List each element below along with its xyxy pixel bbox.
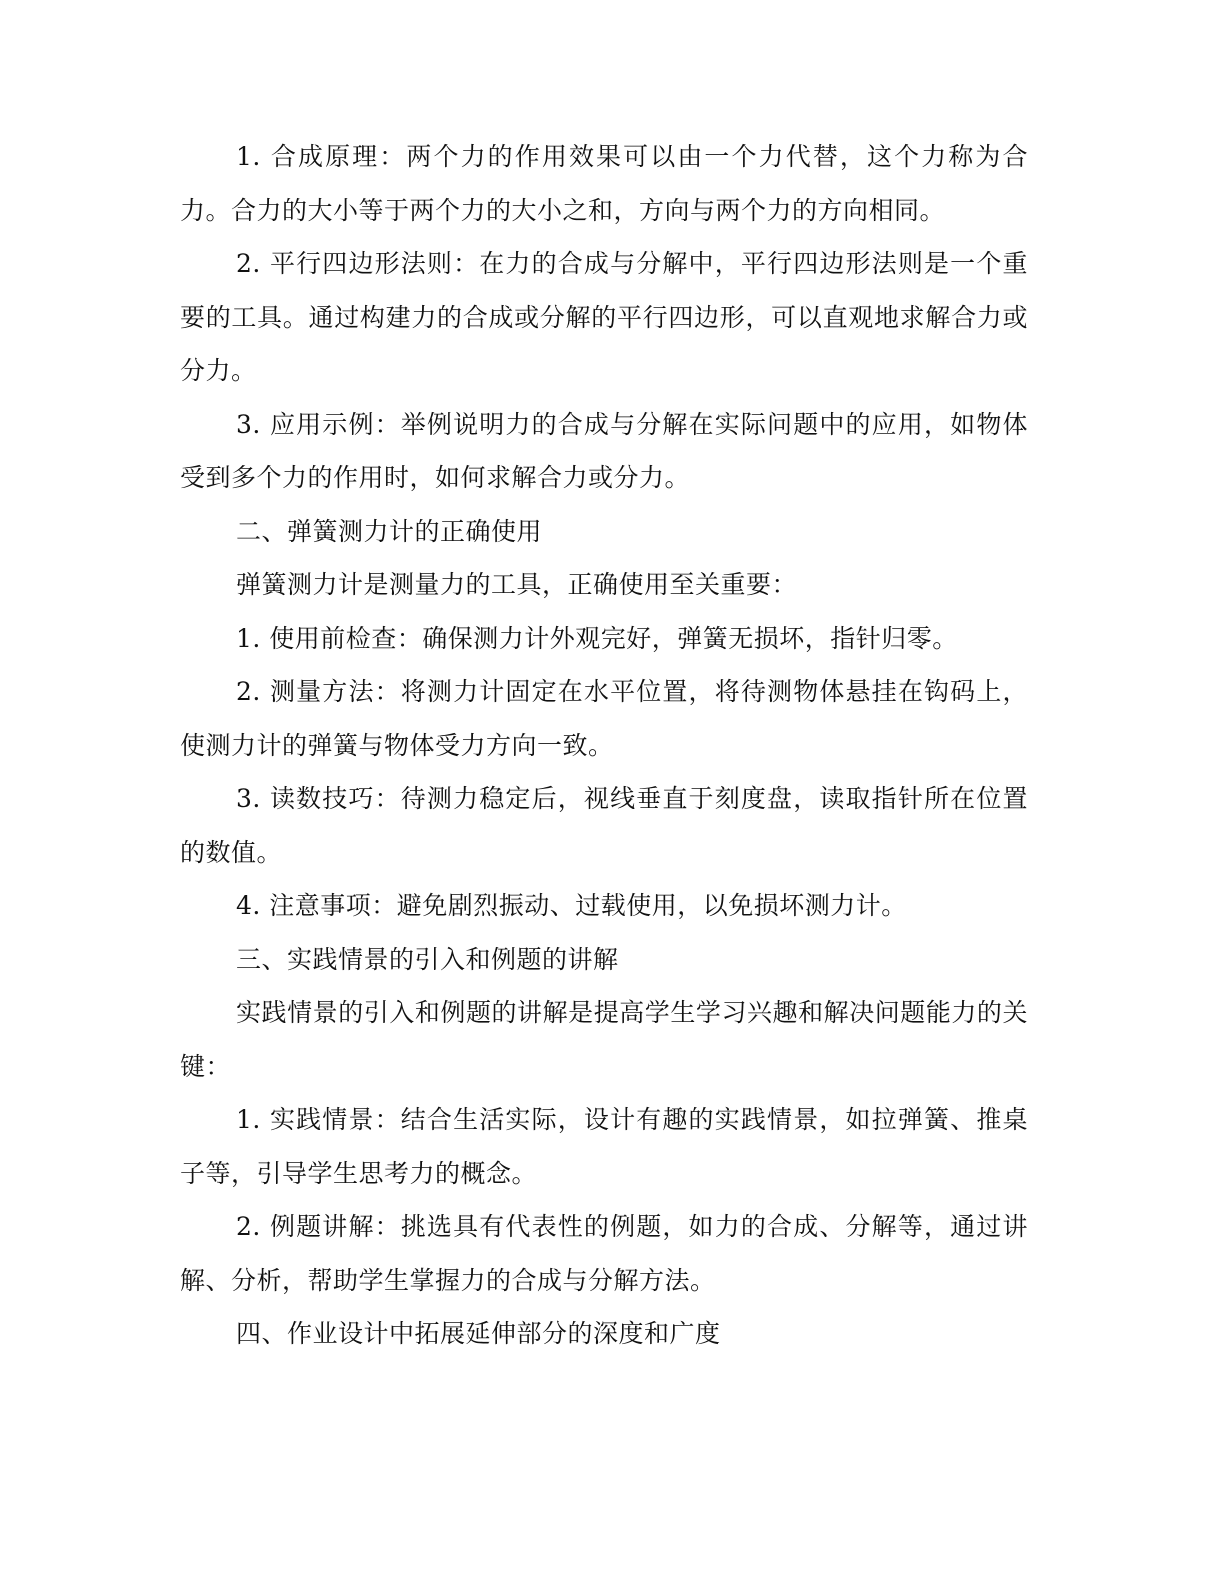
list-item-measurement-method: 2. 测量方法：将测力计固定在水平位置，将待测物体悬挂在钩码上，使测力计的弹簧与物体受力方向一致。 [180,677,1028,760]
list-item-application-example: 3. 应用示例：举例说明力的合成与分解在实际问题中的应用，如物体受到多个力的作用时，如何求解合力或分力。 [180,409,1028,492]
section-heading-homework-design: 四、作业设计中拓展延伸部分的深度和广度 [236,1319,721,1348]
list-item-example-explanation: 2. 例题讲解：挑选具有代表性的例题，如力的合成、分解等，通过讲解、分析，帮助学生掌握力的合成与分解方法。 [180,1212,1028,1295]
list-item-parallelogram-rule: 2. 平行四边形法则：在力的合成与分解中，平行四边形法则是一个重要的工具。通过构建力的合成或分解的平行四边形，可以直观地求解合力或分力。 [180,249,1028,385]
section-heading-spring-scale: 二、弹簧测力计的正确使用 [236,516,543,546]
list-item-precautions: 4. 注意事项：避免剧烈振动、过载使用，以免损坏测力计。 [236,891,907,920]
list-item-practice-scenario: 1. 实践情景：结合生活实际，设计有趣的实践情景，如拉弹簧、推桌子等，引导学生思考力的概念。 [180,1105,1028,1188]
section-heading-practice-scenarios: 三、实践情景的引入和例题的讲解 [236,944,619,974]
document-body [180,130,1028,1361]
list-item-pre-use-check: 1. 使用前检查：确保测力计外观完好，弹簧无损坏，指针归零。 [236,623,958,653]
section-intro-spring-scale: 弹簧测力计是测量力的工具，正确使用至关重要： [236,570,798,599]
section-intro-practice-scenarios: 实践情景的引入和例题的讲解是提高学生学习兴趣和解决问题能力的关键： [180,998,1028,1081]
list-item-reading-tips: 3. 读数技巧：待测力稳定后，视线垂直于刻度盘，读取指针所在位置的数值。 [180,784,1028,867]
list-item-composition-principle: 1. 合成原理：两个力的作用效果可以由一个力代替，这个力称为合力。合力的大小等于两个力的大小之和，方向与两个力的方向相同。 [180,142,1028,225]
